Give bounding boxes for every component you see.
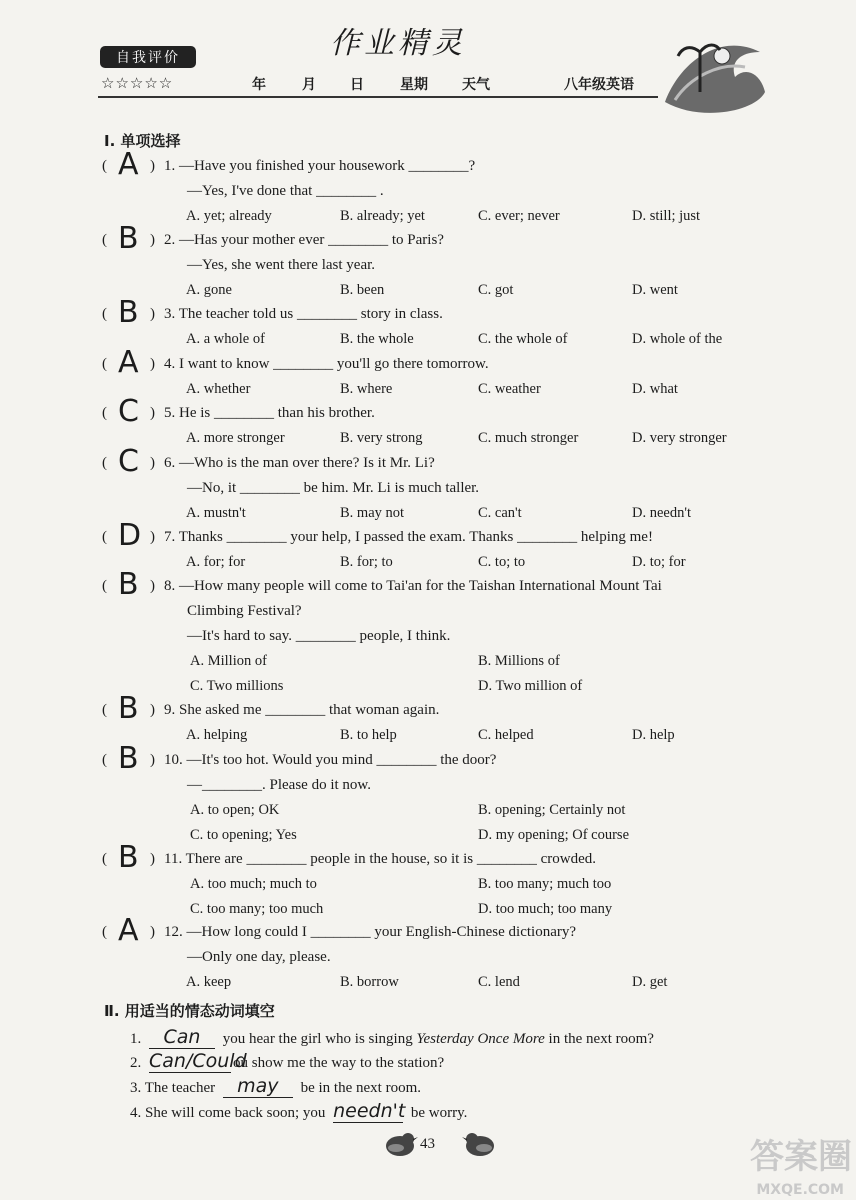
option-b: B. for; to <box>340 554 393 570</box>
item-number: 1. <box>130 1031 142 1047</box>
answer-paren-open: ( <box>102 356 107 372</box>
question-stem: 8. —How many people will come to Tai'an for the Taishan International Mount Tai <box>164 578 662 594</box>
option-d: D. what <box>632 381 678 397</box>
answer-paren-open: ( <box>102 752 107 768</box>
item-number: 4. <box>130 1105 142 1121</box>
handwritten-answer: D <box>118 518 142 553</box>
bird-left-icon <box>378 1128 418 1158</box>
handwritten-answer: A <box>118 147 139 182</box>
option-d: D. needn't <box>632 505 691 521</box>
option-c: C. to opening; Yes <box>190 827 297 843</box>
item-text: She will come back soon; you <box>145 1105 326 1121</box>
question-stem: 2. —Has your mother ever ________ to Paris? <box>164 232 444 248</box>
fill-answer: needn't <box>333 1100 406 1122</box>
fill-item-3 <box>130 1075 421 1098</box>
answer-paren-close: ) <box>150 752 155 768</box>
answer-paren-close: ) <box>150 455 155 471</box>
option-c: C. ever; never <box>478 208 560 224</box>
answer-paren-open: ( <box>102 455 107 471</box>
question-stem: 12. —How long could I ________ your English-Chinese dictionary? <box>164 924 577 940</box>
option-d: D. to; for <box>632 554 686 570</box>
weekday-label: 星期 <box>400 77 428 93</box>
item-number: 3. <box>130 1080 142 1096</box>
option-b: B. been <box>340 282 385 298</box>
answer-paren-close: ) <box>150 851 155 867</box>
fill-item-1 <box>130 1026 654 1049</box>
option-b: B. very strong <box>340 430 423 446</box>
fill-answer: may <box>223 1075 293 1098</box>
option-b: B. already; yet <box>340 208 425 224</box>
answer-paren-close: ) <box>150 529 155 545</box>
answer-paren-open: ( <box>102 851 107 867</box>
answer-paren-close: ) <box>150 232 155 248</box>
question-line: —Yes, I've done that ________ . <box>187 183 384 199</box>
option-d: D. Two million of <box>478 678 583 694</box>
year-label: 年 <box>252 77 266 93</box>
answer-paren-close: ) <box>150 405 155 421</box>
answer-paren-open: ( <box>102 232 107 248</box>
handwritten-title: 作业精灵 <box>330 26 466 61</box>
month-label: 月 <box>302 77 316 93</box>
answer-paren-close: ) <box>150 702 155 718</box>
option-b: B. Millions of <box>478 653 560 669</box>
question-stem: 1. —Have you finished your housework ________? <box>164 158 476 174</box>
item-text: ou show me the way to the station? <box>233 1055 445 1071</box>
question-stem: 7. Thanks ________ your help, I passed the exam. Thanks ________ helping me! <box>164 529 653 545</box>
option-c: C. weather <box>478 381 541 397</box>
header-rule <box>98 96 658 98</box>
option-b: B. may not <box>340 505 405 521</box>
bird-right-icon <box>462 1128 502 1158</box>
option-c: C. got <box>478 282 514 298</box>
page-number: 43 <box>420 1136 435 1152</box>
fill-item-4 <box>130 1100 467 1123</box>
option-d: D. my opening; Of course <box>478 827 630 843</box>
question-stem: 5. He is ________ than his brother. <box>164 405 375 421</box>
handwritten-answer: B <box>118 741 139 776</box>
handwritten-answer: B <box>118 295 139 330</box>
question-line: —Yes, she went there last year. <box>187 257 376 273</box>
item-text: The teacher <box>144 1080 216 1096</box>
answer-paren-open: ( <box>102 306 107 322</box>
section-1-title: Ⅰ. 单项选择 <box>104 132 181 150</box>
option-c: C. the whole of <box>478 331 568 347</box>
day-label: 日 <box>350 77 364 93</box>
question-stem: 3. The teacher told us ________ story in class. <box>164 306 443 322</box>
fill-item-2 <box>130 1050 444 1073</box>
question-line: —No, it ________ be him. Mr. Li is much taller. <box>187 480 480 496</box>
option-a: A. yet; already <box>186 208 272 224</box>
option-d: D. get <box>632 974 668 990</box>
answer-paren-close: ) <box>150 924 155 940</box>
rating-stars: ☆☆☆☆☆ <box>101 74 174 92</box>
option-a: A. gone <box>186 282 232 298</box>
option-c: C. Two millions <box>190 678 284 694</box>
answer-paren-close: ) <box>150 578 155 594</box>
option-b: B. too many; much too <box>478 876 612 892</box>
fill-answer: Can/Could <box>149 1050 247 1072</box>
option-b: B. to help <box>340 727 397 743</box>
option-a: A. a whole of <box>186 331 265 347</box>
answer-paren-open: ( <box>102 924 107 940</box>
option-b: B. opening; Certainly not <box>478 802 626 818</box>
self-evaluation-badge: 自我评价 <box>100 46 196 68</box>
option-b: B. borrow <box>340 974 399 990</box>
question-line: —________. Please do it now. <box>187 777 372 793</box>
option-c: C. much stronger <box>478 430 579 446</box>
handwritten-answer: B <box>118 221 139 256</box>
answer-paren-open: ( <box>102 158 107 174</box>
option-a: A. to open; OK <box>190 802 280 818</box>
weather-label: 天气 <box>462 77 490 93</box>
item-text: you hear the girl who is singing <box>222 1031 413 1047</box>
option-a: A. mustn't <box>186 505 246 521</box>
option-a: A. for; for <box>186 554 246 570</box>
question-stem: 6. —Who is the man over there? Is it Mr. Li? <box>164 455 435 471</box>
item-text: be worry. <box>410 1105 468 1121</box>
option-c: C. to; to <box>478 554 526 570</box>
option-b: B. where <box>340 381 393 397</box>
grade-label: 八年级英语 <box>564 77 634 93</box>
option-c: C. lend <box>478 974 520 990</box>
option-a: A. too much; much to <box>190 876 317 892</box>
option-a: A. keep <box>186 974 232 990</box>
handwritten-answer: B <box>118 567 139 602</box>
question-line: Climbing Festival? <box>187 603 302 619</box>
handwritten-answer: A <box>118 345 139 380</box>
answer-paren-close: ) <box>150 356 155 372</box>
handwritten-answer: B <box>118 840 139 875</box>
watermark-url: MXQE.COM <box>756 1182 844 1198</box>
question-stem: 11. There are ________ people in the house, so it is ________ crowded. <box>164 851 596 867</box>
handwritten-answer: B <box>118 691 139 726</box>
handwritten-answer: C <box>118 394 139 429</box>
fill-answer: Can <box>149 1026 215 1049</box>
option-d: D. still; just <box>632 208 701 224</box>
song-title: Yesterday Once More <box>416 1031 545 1047</box>
question-stem: 9. She asked me ________ that woman again. <box>164 702 440 718</box>
answer-paren-close: ) <box>150 306 155 322</box>
item-number: 2. <box>130 1055 142 1071</box>
answer-paren-open: ( <box>102 578 107 594</box>
answer-paren-close: ) <box>150 158 155 174</box>
option-d: D. very stronger <box>632 430 727 446</box>
option-c: C. too many; too much <box>190 901 324 917</box>
handwritten-answer: A <box>118 913 139 948</box>
option-a: A. more stronger <box>186 430 285 446</box>
answer-paren-open: ( <box>102 702 107 718</box>
section-2-title: Ⅱ. 用适当的情态动词填空 <box>104 1002 275 1020</box>
option-c: C. can't <box>478 505 522 521</box>
question-stem: 4. I want to know ________ you'll go there tomorrow. <box>164 356 489 372</box>
option-a: A. helping <box>186 727 248 743</box>
question-line: —It's hard to say. ________ people, I think. <box>187 628 451 644</box>
handwritten-answer: C <box>118 444 139 479</box>
item-text: in the next room? <box>548 1031 654 1047</box>
question-line: —Only one day, please. <box>187 949 331 965</box>
option-b: B. the whole <box>340 331 414 347</box>
watermark-logo: 答案圈 <box>750 1137 852 1177</box>
answer-paren-open: ( <box>102 529 107 545</box>
option-d: D. went <box>632 282 678 298</box>
option-d: D. help <box>632 727 675 743</box>
option-c: C. helped <box>478 727 534 743</box>
wave-surfer-logo-icon <box>660 22 770 132</box>
item-text: be in the next room. <box>300 1080 421 1096</box>
option-a: A. Million of <box>190 653 267 669</box>
question-stem: 10. —It's too hot. Would you mind ________ the door? <box>164 752 497 768</box>
option-d: D. too much; too many <box>478 901 613 917</box>
answer-paren-open: ( <box>102 405 107 421</box>
option-a: A. whether <box>186 381 251 397</box>
option-d: D. whole of the <box>632 331 723 347</box>
